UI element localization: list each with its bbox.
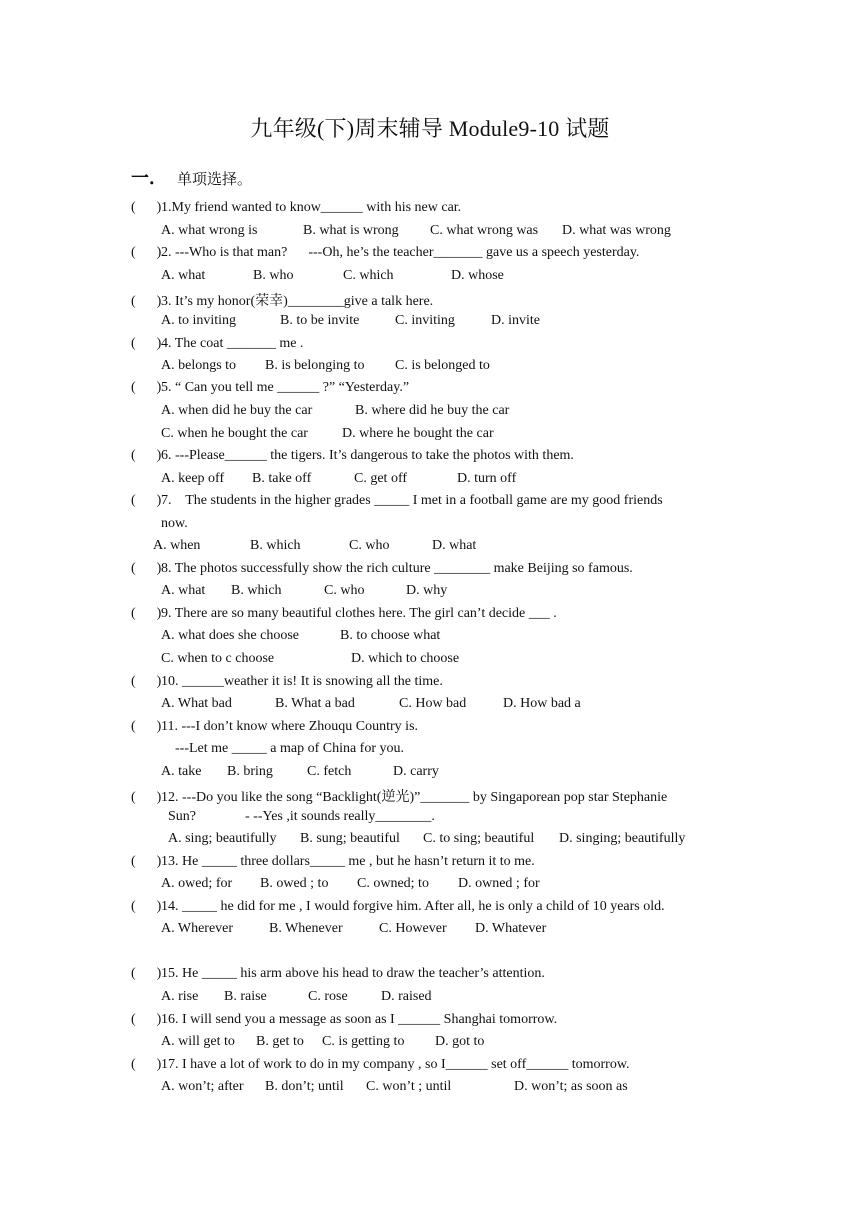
question-continuation: Sun? - --Yes ,it sounds really________.: [168, 809, 435, 824]
option: C. How bad: [399, 696, 467, 711]
option: D. raised: [381, 989, 432, 1004]
option: D. where he bought the car: [342, 426, 494, 441]
option: A. will get to: [161, 1034, 235, 1049]
question-text: 16. I will send you a message as soon as I ______ Shanghai tomorrow.: [161, 1012, 558, 1027]
option: A. What bad: [161, 696, 232, 711]
question-5: [131, 380, 409, 396]
option: B. which: [231, 583, 282, 598]
option: A. when: [153, 538, 201, 553]
answer-blank[interactable]: ( ): [131, 380, 162, 395]
question-text: 11. ---I don’t know where Zhouqu Country is.: [161, 719, 419, 734]
question-text: 2. ---Who is that man? ---Oh, he’s the teacher_______ gave us a speech yesterday.: [161, 245, 640, 260]
option: B. to choose what: [340, 628, 441, 643]
answer-blank[interactable]: ( ): [131, 719, 162, 734]
option: A. when did he buy the car: [161, 403, 313, 418]
question-continuation: now.: [161, 516, 188, 531]
question-17: [131, 1057, 630, 1073]
page-title: 九年级(下)周末辅导 Module9-10 试题: [250, 116, 610, 141]
option: B. which: [250, 538, 301, 553]
option: C. is belonged to: [395, 358, 490, 373]
answer-blank[interactable]: ( ): [131, 674, 162, 689]
question-16: [131, 1012, 557, 1028]
option: C. when to c choose: [161, 651, 275, 666]
question-text: 13. He _____ three dollars_____ me , but he hasn’t return it to me.: [161, 854, 535, 869]
option: D. owned ; for: [458, 876, 540, 891]
option: A. owed; for: [161, 876, 233, 891]
option: D. Whatever: [475, 921, 547, 936]
option: B. is belonging to: [265, 358, 365, 373]
answer-blank[interactable]: ( ): [131, 336, 162, 351]
option: B. to be invite: [280, 313, 360, 328]
option: A. what does she choose: [161, 628, 300, 643]
question-text: 12. ---Do you like the song “Backlight(逆光)”_______ by Singaporean pop star Stephanie: [161, 790, 668, 805]
question-11: [131, 719, 418, 735]
question-text: 17. I have a lot of work to do in my company , so I______ set off______ tomorrow.: [161, 1057, 630, 1072]
option: B. raise: [224, 989, 267, 1004]
question-1: [131, 200, 461, 216]
question-text: 10. ______weather it is! It is snowing all the time.: [161, 674, 443, 689]
option: C. However: [379, 921, 447, 936]
option: B. take off: [252, 471, 312, 486]
question-text: 5. “ Can you tell me ______ ?” “Yesterday.”: [161, 380, 410, 395]
option: C. get off: [354, 471, 408, 486]
answer-blank[interactable]: ( ): [131, 200, 162, 215]
option: B. don’t; until: [265, 1079, 344, 1094]
answer-blank[interactable]: ( ): [131, 294, 162, 309]
question-9: [131, 606, 557, 622]
option: D. How bad a: [503, 696, 581, 711]
option: C. fetch: [307, 764, 352, 779]
question-6: [131, 448, 574, 464]
option: A. sing; beautifully: [168, 831, 277, 846]
answer-blank[interactable]: ( ): [131, 493, 162, 508]
section-label: 单项选择。: [177, 172, 253, 188]
question-4: [131, 336, 303, 352]
option: D. turn off: [457, 471, 517, 486]
question-14: [131, 899, 665, 915]
question-text: 1.My friend wanted to know______ with his new car.: [161, 200, 462, 215]
option: A. rise: [161, 989, 199, 1004]
option: D. singing; beautifully: [559, 831, 686, 846]
option: B. where did he buy the car: [355, 403, 510, 418]
option: C. when he bought the car: [161, 426, 308, 441]
option: D. carry: [393, 764, 439, 779]
option: A. keep off: [161, 471, 225, 486]
option: D. which to choose: [351, 651, 460, 666]
option: A. belongs to: [161, 358, 237, 373]
question-text: 3. It’s my honor(荣幸)________give a talk here.: [161, 294, 434, 309]
question-10: [131, 674, 443, 690]
answer-blank[interactable]: ( ): [131, 899, 162, 914]
answer-blank[interactable]: ( ): [131, 854, 162, 869]
question-7: [131, 493, 663, 509]
option: A. take: [161, 764, 202, 779]
option: C. is getting to: [322, 1034, 405, 1049]
option: B. sung; beautiful: [300, 831, 400, 846]
answer-blank[interactable]: ( ): [131, 448, 162, 463]
option: D. what was wrong: [562, 223, 671, 238]
answer-blank[interactable]: ( ): [131, 561, 162, 576]
option: D. invite: [491, 313, 540, 328]
option: B. bring: [227, 764, 273, 779]
section-number: 一．: [131, 168, 167, 188]
option: D. got to: [435, 1034, 485, 1049]
question-2: [131, 245, 639, 261]
option: C. inviting: [395, 313, 455, 328]
question-text: 6. ---Please______ the tigers. It’s dangerous to take the photos with them.: [161, 448, 574, 463]
option: A. won’t; after: [161, 1079, 244, 1094]
option: C. who: [324, 583, 365, 598]
option: B. who: [253, 268, 294, 283]
question-15: [131, 966, 545, 982]
option: A. what wrong is: [161, 223, 258, 238]
option: A. what: [161, 268, 206, 283]
option: B. What a bad: [275, 696, 355, 711]
answer-blank[interactable]: ( ): [131, 606, 162, 621]
option: D. whose: [451, 268, 504, 283]
option: B. get to: [256, 1034, 304, 1049]
section-heading: [131, 164, 252, 190]
option: A. what: [161, 583, 206, 598]
question-text: 9. There are so many beautiful clothes here. The girl can’t decide ___ .: [161, 606, 557, 621]
question-3: [131, 290, 433, 310]
option: D. won’t; as soon as: [514, 1079, 628, 1094]
option: A. Wherever: [161, 921, 234, 936]
option: C. what wrong was: [430, 223, 539, 238]
answer-blank[interactable]: ( ): [131, 245, 162, 260]
question-8: [131, 561, 633, 577]
question-text: 8. The photos successfully show the rich culture ________ make Beijing so famous.: [161, 561, 633, 576]
question-text: 4. The coat _______ me .: [161, 336, 304, 351]
option: D. why: [406, 583, 448, 598]
answer-blank[interactable]: ( ): [131, 1012, 162, 1027]
option: B. Whenever: [269, 921, 343, 936]
option: C. rose: [308, 989, 348, 1004]
question-text: 15. He _____ his arm above his head to draw the teacher’s attention.: [161, 966, 545, 981]
option: C. won’t ; until: [366, 1079, 452, 1094]
option: C. which: [343, 268, 394, 283]
option: C. who: [349, 538, 390, 553]
option: B. owed ; to: [260, 876, 329, 891]
option: C. to sing; beautiful: [423, 831, 535, 846]
answer-blank[interactable]: ( ): [131, 1057, 162, 1072]
question-continuation: ---Let me _____ a map of China for you.: [175, 741, 404, 756]
answer-blank[interactable]: ( ): [131, 966, 162, 981]
question-text: 7. The students in the higher grades _____ I met in a football game are my good friends: [161, 493, 663, 508]
option: C. owned; to: [357, 876, 429, 891]
option: D. what: [432, 538, 477, 553]
answer-blank[interactable]: ( ): [131, 790, 162, 805]
option: B. what is wrong: [303, 223, 399, 238]
question-12: [131, 786, 667, 806]
question-text: 14. _____ he did for me , I would forgive him. After all, he is only a child of 10 years old.: [161, 899, 665, 914]
question-13: [131, 854, 535, 870]
option: A. to inviting: [161, 313, 237, 328]
